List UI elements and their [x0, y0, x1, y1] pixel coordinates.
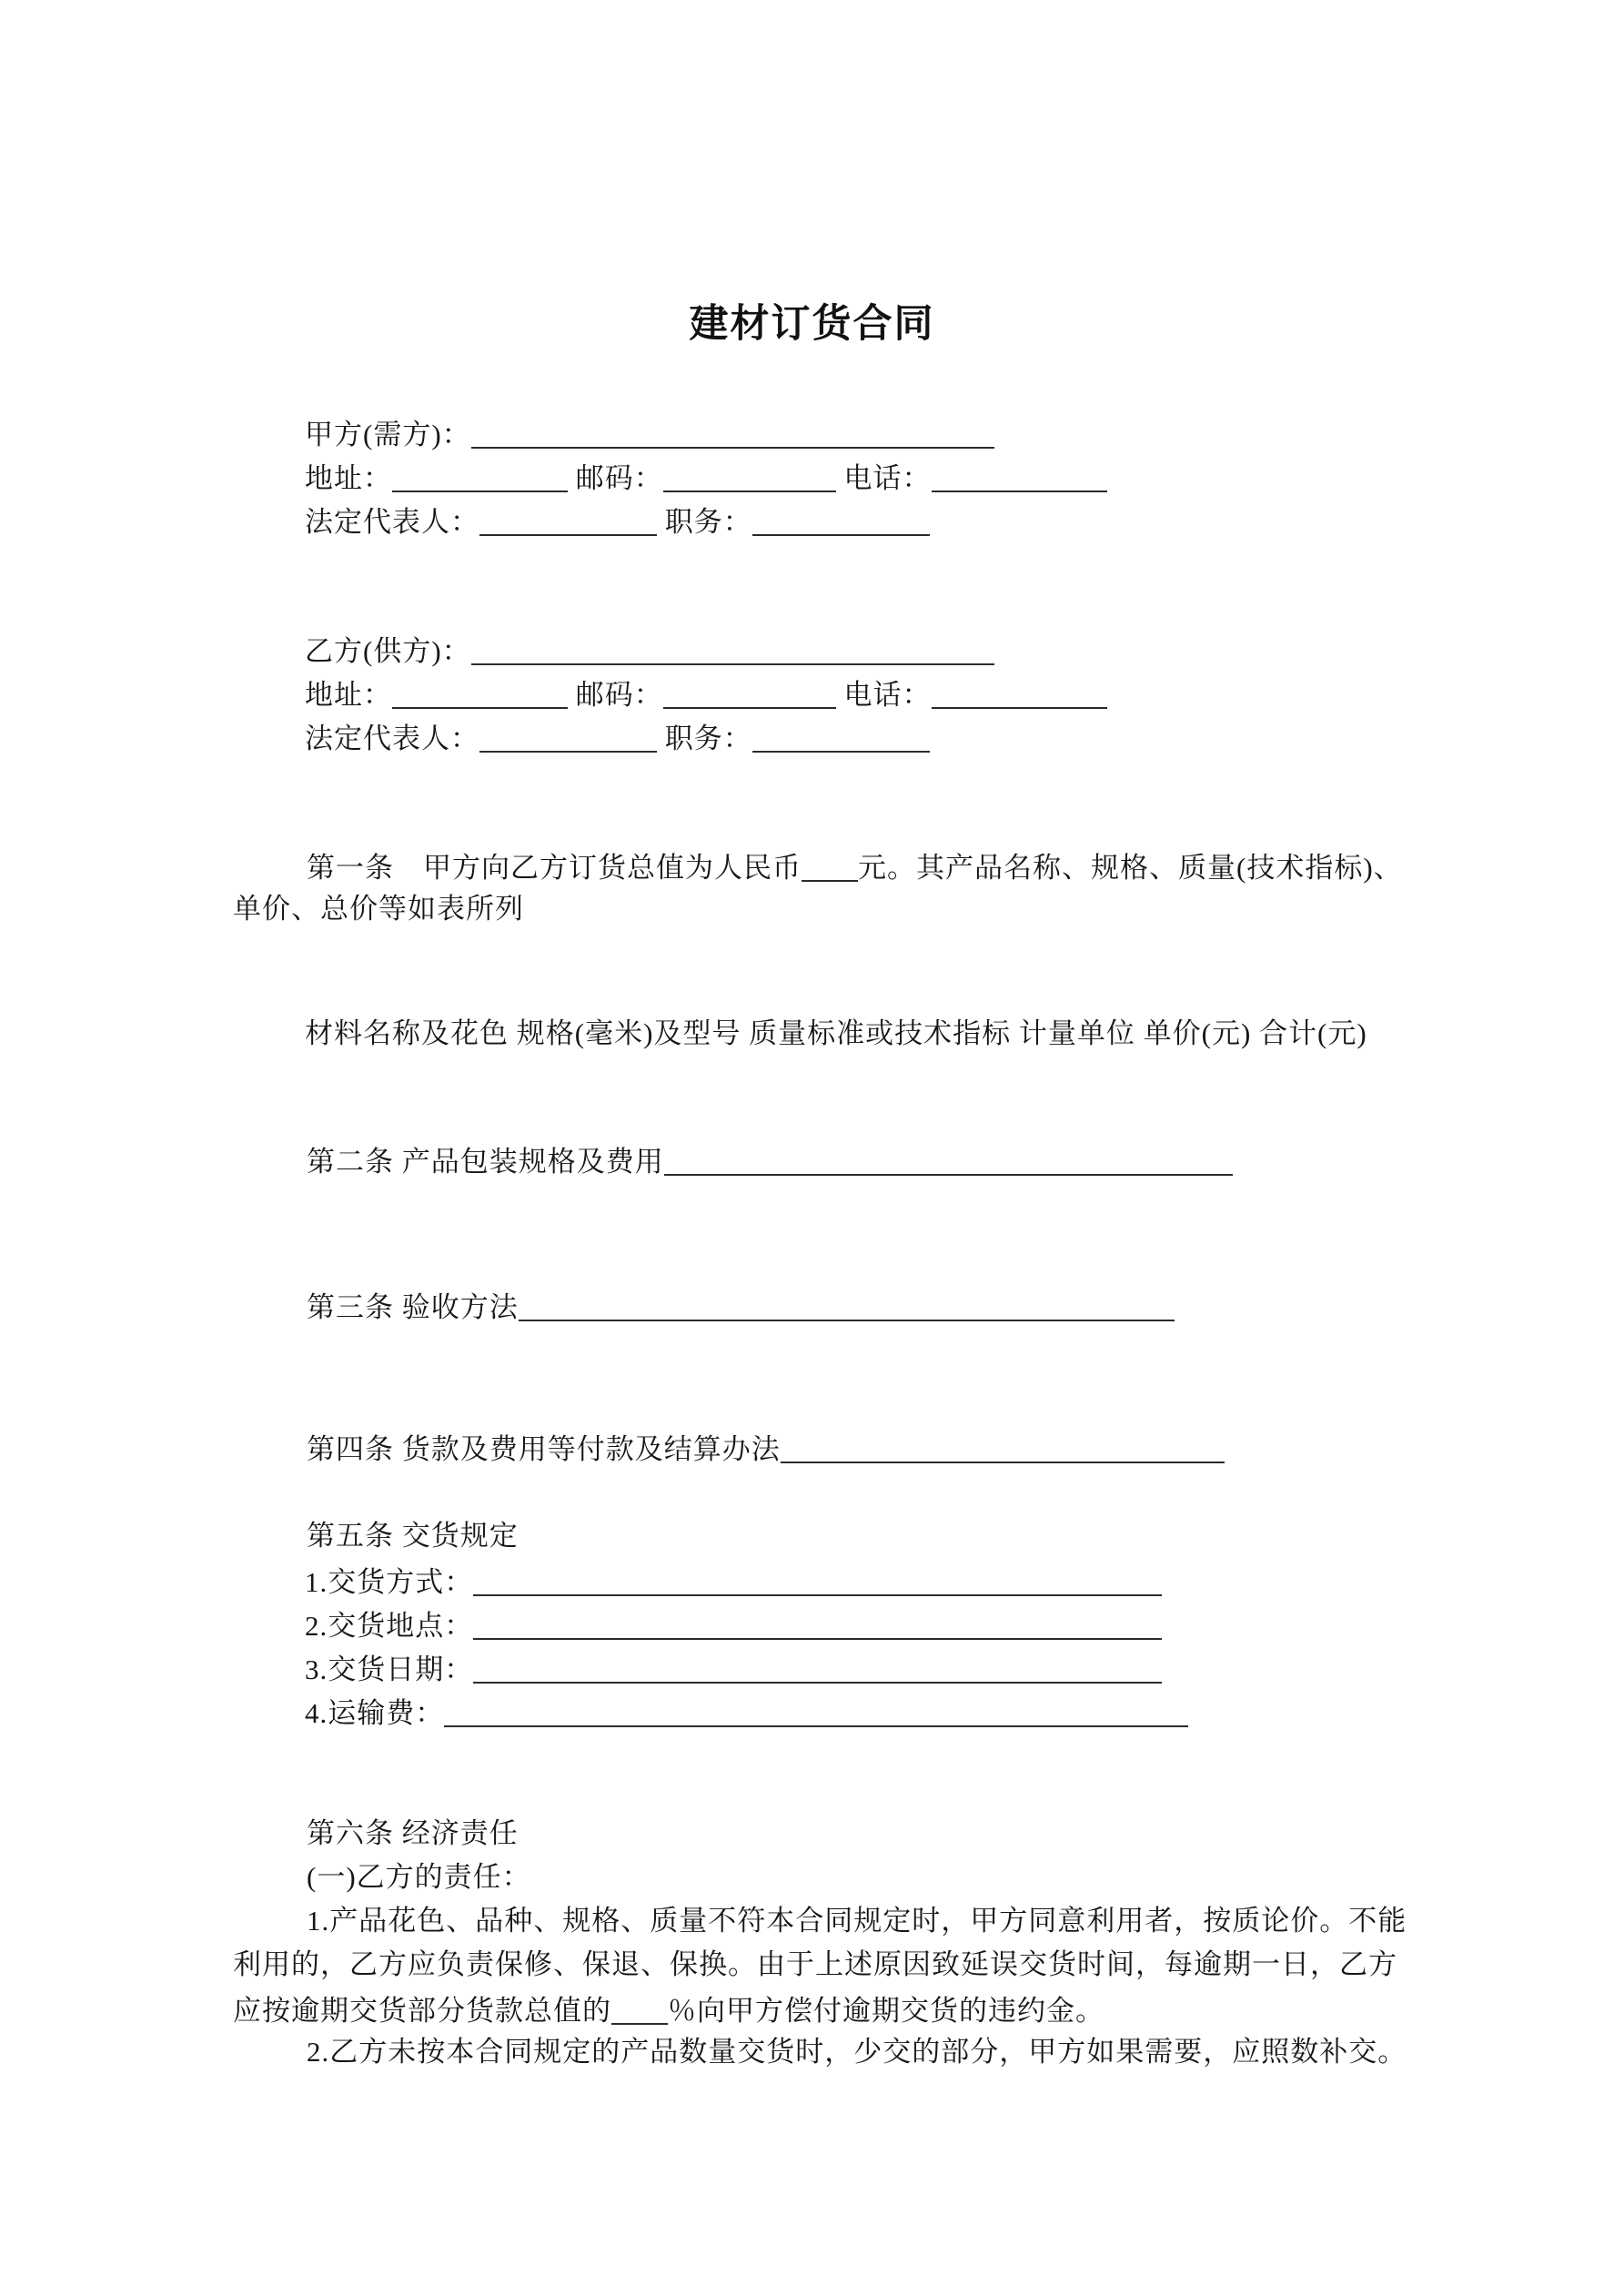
text-segment: 第五条 交货规定 [307, 1520, 519, 1552]
clause-5-heading [307, 1518, 519, 1554]
clause-2 [307, 1141, 1233, 1180]
text-segment: (一)乙方的责任： [307, 1861, 531, 1893]
blank-field [444, 1697, 1188, 1727]
clause-1-line-2 [233, 891, 524, 927]
text-segment: 3.交货日期： [305, 1654, 474, 1685]
text-segment: 单价、总价等如表所列 [233, 893, 524, 925]
text-segment: 地址： [305, 679, 392, 711]
text-segment: 地址： [305, 462, 392, 494]
text-segment: 元。其产品名称、规格、质量(技术指标)、 [858, 852, 1403, 884]
blank-field [473, 1566, 1162, 1596]
clause-5-item-4 [305, 1693, 1188, 1732]
blank-field [663, 462, 836, 492]
blank-field [479, 506, 657, 536]
blank-field [932, 679, 1107, 709]
clause-6-item-2 [307, 2034, 1407, 2070]
clause-6-item-1-line-2 [233, 1947, 1397, 1983]
text-segment: 乙方(供方)： [305, 635, 471, 667]
text-segment: 第四条 货款及费用等付款及结算办法 [307, 1433, 781, 1465]
blank-field [663, 679, 836, 709]
blank-field [473, 1610, 1162, 1640]
text-segment: 利用的，乙方应负责保修、保退、保换。由于上述原因致延误交货时间，每逾期一日，乙方 [233, 1948, 1397, 1980]
blank-field [781, 1433, 1225, 1463]
party-a-address [305, 458, 1107, 497]
text-segment: 第二条 产品包装规格及费用 [307, 1146, 664, 1178]
text-segment: 邮码： [568, 679, 663, 711]
clause-6-heading [307, 1816, 519, 1852]
clause-3 [307, 1287, 1175, 1326]
text-segment: 2.交货地点： [305, 1610, 474, 1642]
text-segment: 1.产品花色、品种、规格、质量不符本合同规定时，甲方同意利用者，按质论价。不能 [307, 1905, 1407, 1937]
party-b-address [305, 674, 1107, 713]
text-segment: 材料名称及花色 规格(毫米)及型号 质量标准或技术指标 计量单位 单价(元) 合计(元) [305, 1017, 1367, 1049]
blank-field [611, 1995, 668, 2025]
blank-field [471, 635, 994, 665]
text-segment: 1.交货方式： [305, 1566, 474, 1598]
text-segment: 2.乙方未按本合同规定的产品数量交货时，少交的部分，甲方如果需要，应照数补交。 [307, 2036, 1407, 2068]
text-segment: 邮码： [568, 462, 663, 494]
party-b-representative [305, 718, 930, 757]
document-title: 建材订货合同 [689, 303, 935, 346]
text-segment: 职务： [657, 506, 752, 538]
blank-field [473, 1654, 1162, 1684]
party-a-name [305, 414, 994, 453]
blank-field [752, 506, 930, 536]
blank-field [664, 1146, 1233, 1176]
party-b-name [305, 631, 994, 670]
clause-5-item-3 [305, 1649, 1162, 1688]
clause-5-item-2 [305, 1605, 1162, 1644]
text-segment: 法定代表人： [305, 506, 479, 538]
text-segment: ％向甲方偿付逾期交货的违约金。 [668, 1995, 1105, 2027]
text-segment: 甲方(需方)： [305, 419, 471, 450]
clause-6-item-1-line-1 [307, 1903, 1407, 1939]
party-a-representative [305, 501, 930, 541]
clause-6-item-1-line-3 [233, 1990, 1105, 2029]
text-segment: 第三条 验收方法 [307, 1291, 519, 1323]
clause-4 [307, 1429, 1225, 1468]
clause-6-sub-1 [307, 1859, 531, 1896]
text-segment: 4.运输费： [305, 1697, 445, 1729]
clause-1-line-1 [307, 847, 1403, 886]
blank-field [392, 679, 568, 709]
text-segment: 应按逾期交货部分货款总值的 [233, 1995, 611, 2027]
text-segment: 职务： [657, 723, 752, 754]
text-segment: 电话： [835, 679, 932, 711]
text-segment: 第六条 经济责任 [307, 1817, 519, 1849]
blank-field [802, 852, 858, 882]
blank-field [519, 1291, 1175, 1321]
blank-field [479, 723, 657, 753]
blank-field [932, 462, 1107, 492]
blank-field [471, 419, 994, 449]
materials-table-header [305, 1016, 1367, 1052]
blank-field [752, 723, 930, 753]
blank-field [392, 462, 568, 492]
clause-5-item-1 [305, 1562, 1162, 1601]
text-segment: 电话： [835, 462, 932, 494]
text-segment: 第一条 甲方向乙方订货总值为人民币 [307, 852, 802, 884]
text-segment: 法定代表人： [305, 723, 479, 754]
